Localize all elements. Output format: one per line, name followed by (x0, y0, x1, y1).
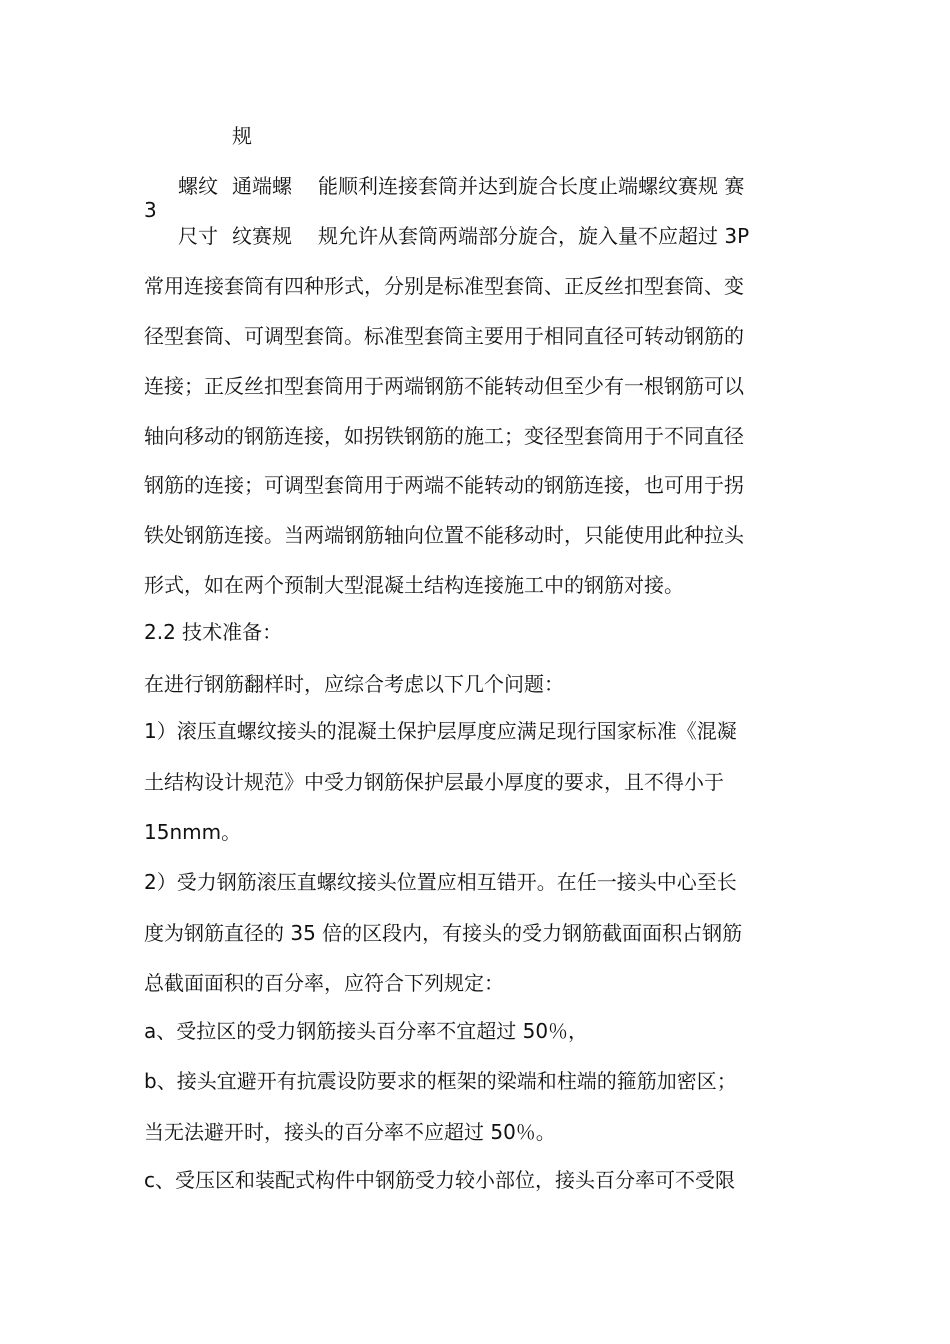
paragraph-line: 径型套筒、可调型套筒。标准型套筒主要用于相同直径可转动钢筋的 (144, 324, 744, 348)
list-item: 1）滚压直螺纹接头的混凝土保护层厚度应满足现行国家标准《混凝 (144, 719, 737, 743)
sub-item-continued: 当无法避开时，接头的百分率不应超过 50％。 (144, 1120, 556, 1144)
table-cell-go-gauge: 通端螺 (232, 174, 292, 198)
table-cell-gauge-top: 规 (232, 124, 252, 148)
list-item-continued: 土结构设计规范》中受力钢筋保护层最小厚度的要求，且不得小于 (144, 770, 724, 794)
sub-item: a、受拉区的受力钢筋接头百分率不宜超过 50％， (144, 1019, 589, 1043)
table-cell-requirement-2: 规允许从套筒两端部分旋合，旋入量不应超过 3P (318, 224, 750, 248)
paragraph-line: 钢筋的连接；可调型套筒用于两端不能转动的钢筋连接，也可用于拐 (144, 473, 744, 497)
table-row-number: 3 (144, 198, 157, 222)
list-item-continued: 总截面面积的百分率，应符合下列规定： (144, 971, 504, 995)
sub-item: b、接头宜避开有抗震设防要求的框架的梁端和柱端的箍筋加密区； (144, 1069, 737, 1093)
table-cell-requirement-1: 能顺利连接套筒并达到旋合长度止端螺纹赛规 赛 (318, 174, 745, 198)
sub-item: c、受压区和装配式构件中钢筋受力较小部位，接头百分率可不受限 (144, 1168, 735, 1192)
list-item: 2）受力钢筋滚压直螺纹接头位置应相互错开。在任一接头中心至长 (144, 870, 737, 894)
paragraph-line: 在进行钢筋翻样时，应综合考虑以下几个问题： (144, 672, 564, 696)
list-item-continued: 15nmm。 (144, 820, 242, 844)
section-heading: 2.2 技术准备： (144, 620, 283, 644)
paragraph-line: 轴向移动的钢筋连接，如拐铁钢筋的施工；变径型套筒用于不同直径 (144, 424, 744, 448)
table-cell-thread: 螺纹 (178, 174, 218, 198)
paragraph-line: 连接；正反丝扣型套筒用于两端钢筋不能转动但至少有一根钢筋可以 (144, 374, 744, 398)
table-cell-size: 尺寸 (178, 224, 218, 248)
list-item-continued: 度为钢筋直径的 35 倍的区段内，有接头的受力钢筋截面面积占钢筋 (144, 921, 743, 945)
table-cell-gauge-bottom: 纹赛规 (232, 224, 292, 248)
paragraph-line: 形式，如在两个预制大型混凝土结构连接施工中的钢筋对接。 (144, 573, 684, 597)
paragraph-line: 常用连接套筒有四种形式，分别是标准型套筒、正反丝扣型套筒、变 (144, 274, 744, 298)
paragraph-line: 铁处钢筋连接。当两端钢筋轴向位置不能移动时，只能使用此种拉头 (144, 523, 744, 547)
